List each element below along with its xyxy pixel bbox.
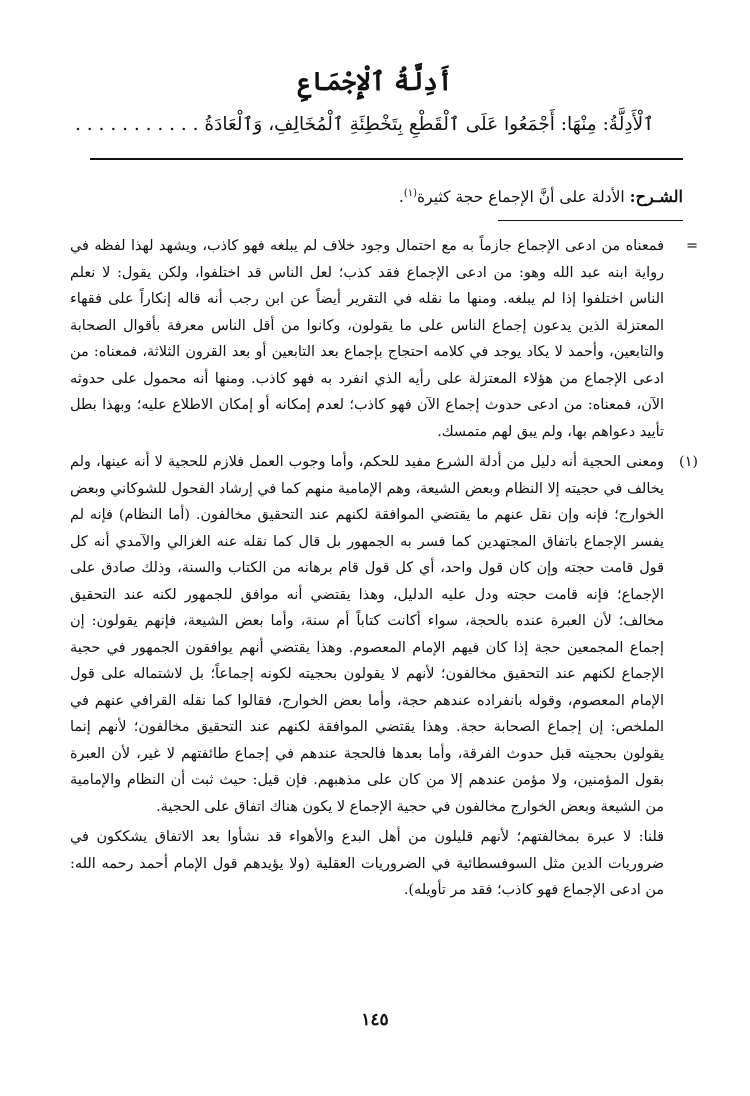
commentary-label: الشـرح:: [629, 187, 683, 207]
footnote-1-text: ومعنى الحجية أنه دليل من أدلة الشرع مفيد للحكم، وأما وجوب العمل فلازم للحجية لا أنه عينها، ولم يخالف في حجيته إلا النظام وبعض الشيعة، وهم الإمامية منهم كما في إرشاد الفحول للشوكاني وبعض الخوارج؛ فإنه وإن نقل عنهم ما يقتضي الموافقة لكنهم عند التحقيق مخالفون. (أما النظام) فإنه لم يفسر الإجماع باتفاق المجتهدين كما فسر به الجمهور بل قال كما نقله عنه الغزالي والآمدي أنه كل قول قامت حجته وإن كان قول واحد، أي كل قول قام برهانه من الكتاب والسنة، وذلك صادق على الإجماع؛ فإنه قامت حجته ودل عليه الدليل، وهذا يقتضي أنه موافق للجمهور لكنه عند التحقيق مخالف؛ لأن العبرة عنده بالحجة، سواء أكانت كتاباً أم سنة، وأما بعض الشيعة، فإنهم يقولون: إن إجماع المجمعين حجة إذا كان فيهم الإمام المعصوم. وهذا يقتضي أنهم يوافقون الجمهور في حجية الإجماع لكنهم عند التحقيق مخالفون؛ لأنهم لا يقولون بحجيته لكونه إجماعاً؛ بل لاشتماله على قول الإمام المعصوم، وقوله بانفراده عندهم حجة، وأما بعض الخوارج، فقالوا كما نقله القرافي عنهم في الملخص: إن إجماع الصحابة حجة. وهذا يقتضي الموافقة لكنهم عند التحقيق مخالفون؛ لأنهم إنما يقولون بحجيته قبل حدوث الفرقة، وأما بعدها فالحجة عندهم في إجماع طائفتهم لا غير، لأن العبرة بقول المؤمنين، ولا مؤمن عندهم إلا من كان على مذهبهم. فإن قيل: حيث ثبت أن النظام والإمامية من الشيعة وبعض الخوارج مخالفون في حجية الإجماع لا يكون هناك اتفاق على الحجية.: [70, 454, 664, 815]
matn-text: [75, 110, 654, 140]
continuation-marker: =: [685, 238, 698, 254]
matn-continuation-dots: . . . . . . . . . . .: [75, 114, 199, 135]
commentary-end: .: [398, 188, 404, 207]
footnote-ref: (١): [403, 188, 418, 199]
footnote-continuation: [70, 233, 698, 445]
commentary-text: الأدلة على أنَّ الإجماع حجة كثيرة: [417, 188, 625, 207]
matn-line: ٱلْأَدِلَّةُ: مِنْهَا: أَجْمَعُوا عَلَى ٱلْقَطْعِ بِتَخْطِئَةِ ٱلْمُخَالِفِ، وَٱلْعَادَةُ: [204, 114, 654, 135]
section-heading: أَدِلَّةُ ٱلْإِجْمَاعِ: [297, 67, 453, 96]
commentary-line: [150, 180, 683, 211]
footnote-1-paragraph-2: قلنا: لا عبرة بمخالفتهم؛ لأنهم قليلون من أهل البدع والأهواء قد نشأوا بعد الاتفاق يشككون في ضروريات الدين مثل السوفسطائية في الضروريات العقلية (ولا يؤيدهم قول الإمام أحمد رحمه الله: من ادعى الإجماع فهو كاذب؛ فقد مر تأويله).: [70, 829, 664, 898]
footnote-continuation-text: فمعناه من ادعى الإجماع جازماً به مع احتمال وجود خلاف لم يبلغه فهو كاذب، ويشهد لهذا لفظه في رواية ابنه عبد الله وهو: من ادعى الإجماع فقد كذب؛ لعل الناس قد اختلفوا، ولكن يقول: لا نعلم الناس اختلفوا إذا لم يبلغه. ومنها ما نقله في التقرير أيضاً عن ابن رجب أنه قاله إنكاراً على فقهاء المعتزلة الذين يدعون إجماع الناس على ما يقولون، وكانوا من أقل الناس معرفة بأقوال الصحابة والتابعين، وأحمد لا يكاد يوجد في كلامه احتجاج بإجماع بعد التابعين أو بعد القرون الثلاثة، فمعناه: من ادعى الإجماع من هؤلاء المعتزلة على رأيه الذي انفرد به فهو كاذب. ومنها أنه محمول على حدوثه الآن، فمعناه: من ادعى حدوث إجماع الآن فهو كاذب؛ لعدم إمكانه أو إمكان الاطلاع عليه؛ وبهذا بطل تأييد دعواهم بها، ولم يبق لهم متمسك.: [70, 238, 664, 440]
page-number: ١٤٥: [361, 1010, 389, 1030]
footnotes: [70, 233, 698, 904]
footnote-1-marker: (١): [679, 454, 698, 470]
top-divider: [90, 158, 683, 160]
footnote-1: [70, 449, 698, 820]
footnote-divider: [498, 220, 683, 221]
